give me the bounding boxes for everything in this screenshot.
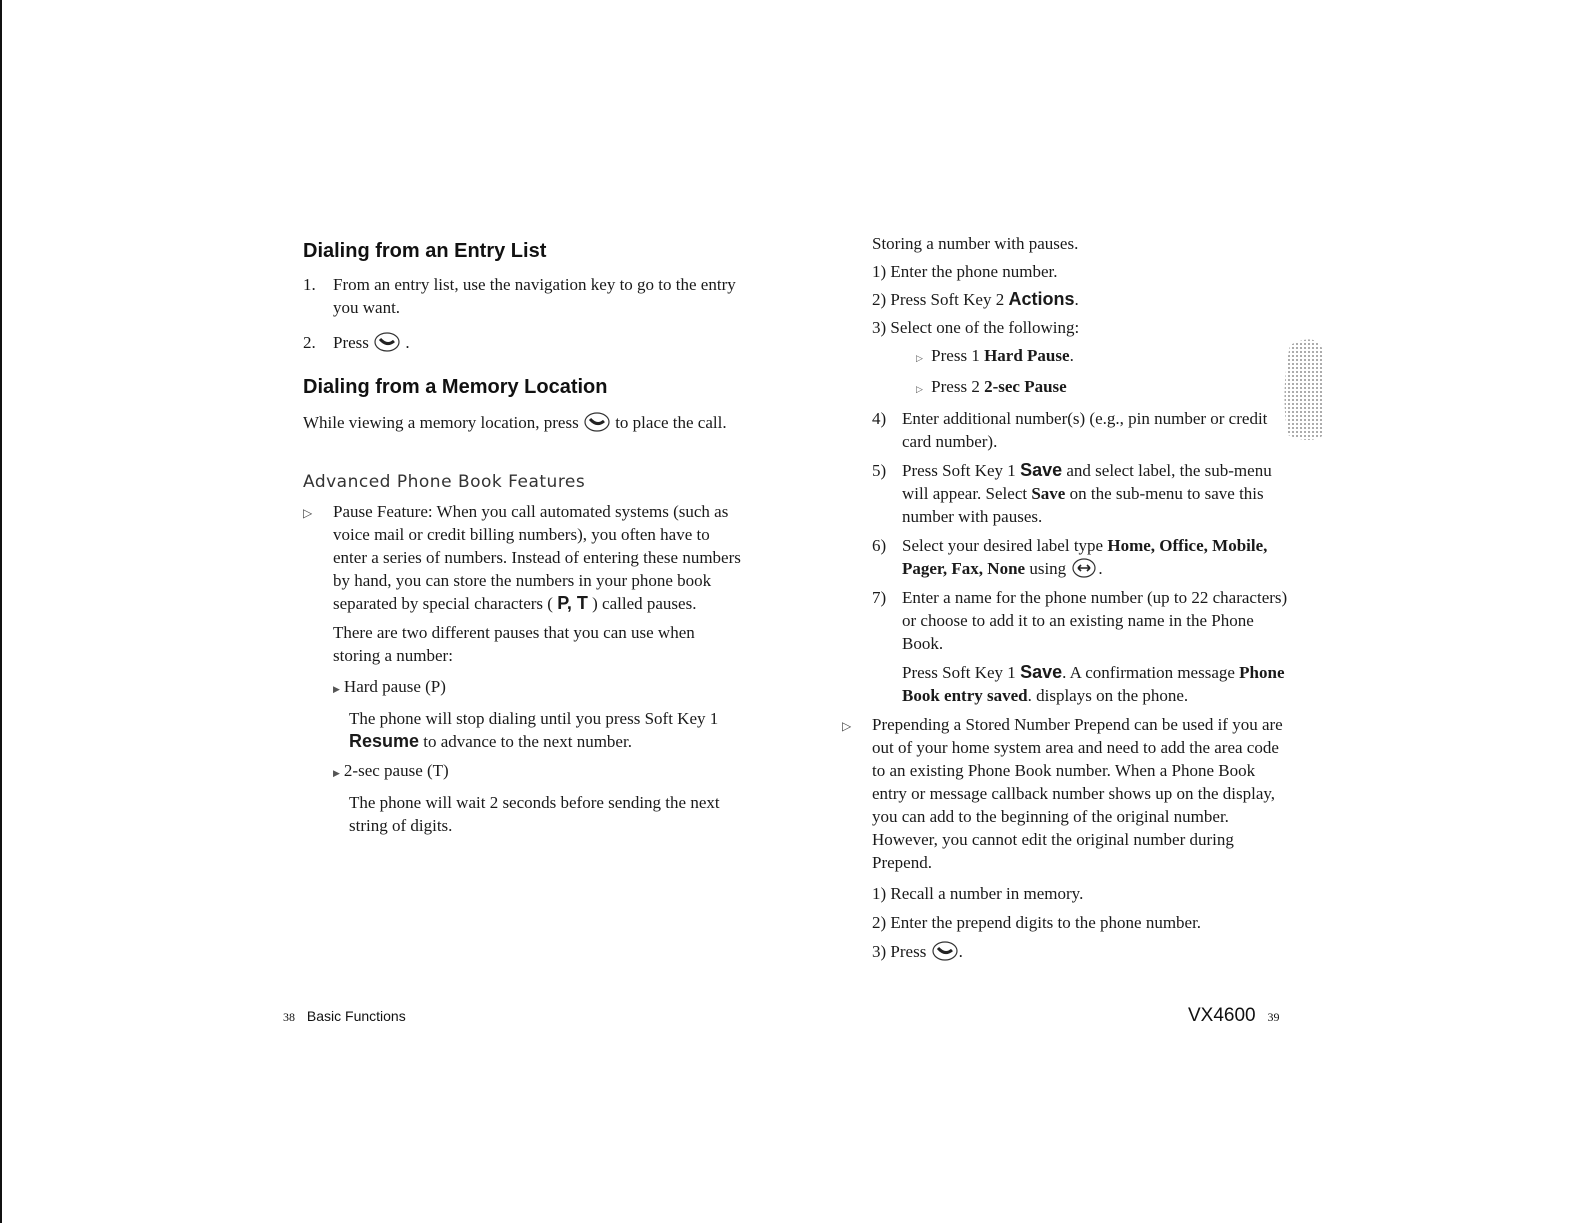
model-name: VX4600 (1188, 1005, 1256, 1026)
prepend-item (842, 713, 1292, 874)
hard-desc-after: to advance to the next number. (423, 732, 632, 751)
step7b-after: . displays on the phone. (1027, 686, 1189, 705)
two-pauses-text: There are two different pauses that you can use when storing a number: (333, 623, 695, 665)
right-page-number: 39 (1267, 1010, 1280, 1024)
prepend-step-3-text: 3) Press (872, 942, 927, 961)
actions-label: Actions (1008, 289, 1075, 309)
twosec-pause-option: 2-sec Pause (984, 377, 1067, 396)
pause-chars: P, T (557, 593, 588, 613)
memory-text-before: While viewing a memory location, press (303, 413, 579, 432)
storing-step-4 (842, 407, 1292, 453)
navigation-key-icon (1070, 557, 1098, 579)
twosec-pause-item (333, 759, 743, 785)
step-text: Press (333, 333, 369, 352)
step5-before: Press Soft Key 1 (902, 461, 1016, 480)
send-key-icon (373, 331, 401, 353)
step7b-mid: . A confirmation message (1062, 663, 1235, 682)
twosec-pause-description: The phone will wait 2 seconds before sending the next string of digits. (349, 793, 720, 835)
storing-step-3: 3) Select one of the following: (872, 318, 1080, 337)
step-text: Enter a name for the phone number (up to 22 characters) or choose to add it to an existing name in the Phone Book. (902, 588, 1288, 653)
twosec-pause-label: 2-sec pause (T) (343, 761, 449, 780)
arrow-bullet-icon: ▷ (842, 719, 852, 733)
resume-label: Resume (349, 731, 420, 751)
prepend-text: Prepending a Stored Number Prepend can be used if you are out of your home system area and need to add the area code to an existing Phone Book number. When a Phone Book entry or message callback number shows up on the display, you can add to the beginning of the original number. However, you cannot edit the original number during Prepend. (872, 715, 1283, 872)
hard-pause-item (333, 675, 743, 701)
square-bullet-icon: ▷ (916, 384, 923, 394)
option-hard-pause (842, 344, 1292, 370)
step-number: 1. (303, 275, 316, 294)
confirmation-message: Phone Book entry saved (902, 663, 1285, 705)
storing-step-1: 1) Enter the phone number. (872, 262, 1058, 281)
hard-pause-label: Hard pause (P) (343, 677, 446, 696)
square-bullet-icon: ▶ (333, 768, 340, 778)
chapter-tab-pattern (1280, 335, 1326, 445)
option-after: . (1069, 346, 1074, 365)
pause-tail-text: ) called pauses. (592, 594, 697, 613)
save-submenu-label: Save (1031, 484, 1066, 503)
step2-before: 2) Press Soft Key 2 (872, 290, 1005, 309)
step-number: 6) (872, 536, 887, 555)
storing-step-5 (842, 459, 1292, 528)
step-number: 7) (872, 588, 887, 607)
storing-step-6 (842, 534, 1292, 580)
save-label: Save (1020, 460, 1063, 480)
step5-mid: and select label, the sub-menu will appear. Select (902, 461, 1272, 503)
left-footer-title: Basic Functions (306, 1008, 406, 1024)
step-number: 5) (872, 461, 887, 480)
step7b-before: Press Soft Key 1 (902, 663, 1016, 682)
step2-after: . (1074, 290, 1079, 309)
memory-location-paragraph (303, 411, 743, 434)
step-number: 2. (303, 333, 316, 352)
section-title-entry-list: Dialing from an Entry List (303, 240, 547, 262)
prepend-step-3 (842, 940, 1292, 963)
save-label: Save (1020, 662, 1063, 682)
arrow-bullet-icon: ▷ (303, 506, 313, 520)
storing-step-7b (842, 661, 1292, 707)
label-types: Home, Office, Mobile, Pager, Fax, None (902, 536, 1268, 578)
right-footer (1188, 1005, 1280, 1027)
step-1 (303, 273, 743, 319)
hard-pause-description (333, 707, 743, 753)
send-key-icon (931, 940, 959, 962)
page-edge-line (0, 0, 2, 1223)
step-2 (303, 331, 743, 354)
step6-end: . (1098, 559, 1103, 578)
square-bullet-icon: ▷ (916, 353, 923, 363)
prepend-step-3-end: . (958, 942, 963, 961)
step6-after: using (1029, 559, 1067, 578)
square-bullet-icon: ▶ (333, 684, 340, 694)
option-before: Press 1 (931, 346, 980, 365)
send-key-icon (583, 411, 611, 433)
section-title-advanced-features: Advanced Phone Book Features (303, 472, 586, 492)
step6-before: Select your desired label type (902, 536, 1104, 555)
left-page (303, 232, 743, 837)
left-footer (283, 1008, 406, 1025)
left-page-number: 38 (283, 1010, 295, 1024)
prepend-step-1: 1) Recall a number in memory. (872, 884, 1084, 903)
storing-title: Storing a number with pauses. (872, 234, 1079, 253)
step5-after: on the sub-menu to save this number with pauses. (902, 484, 1264, 526)
section-title-memory-location: Dialing from a Memory Location (303, 376, 608, 398)
option-2sec-pause (842, 375, 1292, 401)
pause-lead-text: Pause Feature: When you call automated systems (such as voice mail or credit billing numbers), you often have to enter a series of numbers. Instead of entering these numbers by hand, you can store the numbers in your phone book separated by special characters ( (333, 502, 741, 613)
step-end: . (405, 333, 410, 352)
option-before: Press 2 (931, 377, 980, 396)
hard-desc-before: The phone will stop dialing until you press Soft Key 1 (349, 709, 719, 728)
hard-pause-option: Hard Pause (984, 346, 1070, 365)
storing-step-7 (842, 586, 1292, 655)
step-text: From an entry list, use the navigation key to go to the entry you want. (333, 275, 736, 317)
memory-text-after: to place the call. (615, 413, 727, 432)
step-text: Enter additional number(s) (e.g., pin number or credit card number). (902, 409, 1268, 451)
storing-step-2 (842, 288, 1292, 311)
pause-feature-item (303, 500, 743, 837)
right-page (842, 232, 1292, 963)
prepend-step-2: 2) Enter the prepend digits to the phone number. (872, 913, 1202, 932)
step-number: 4) (872, 409, 887, 428)
